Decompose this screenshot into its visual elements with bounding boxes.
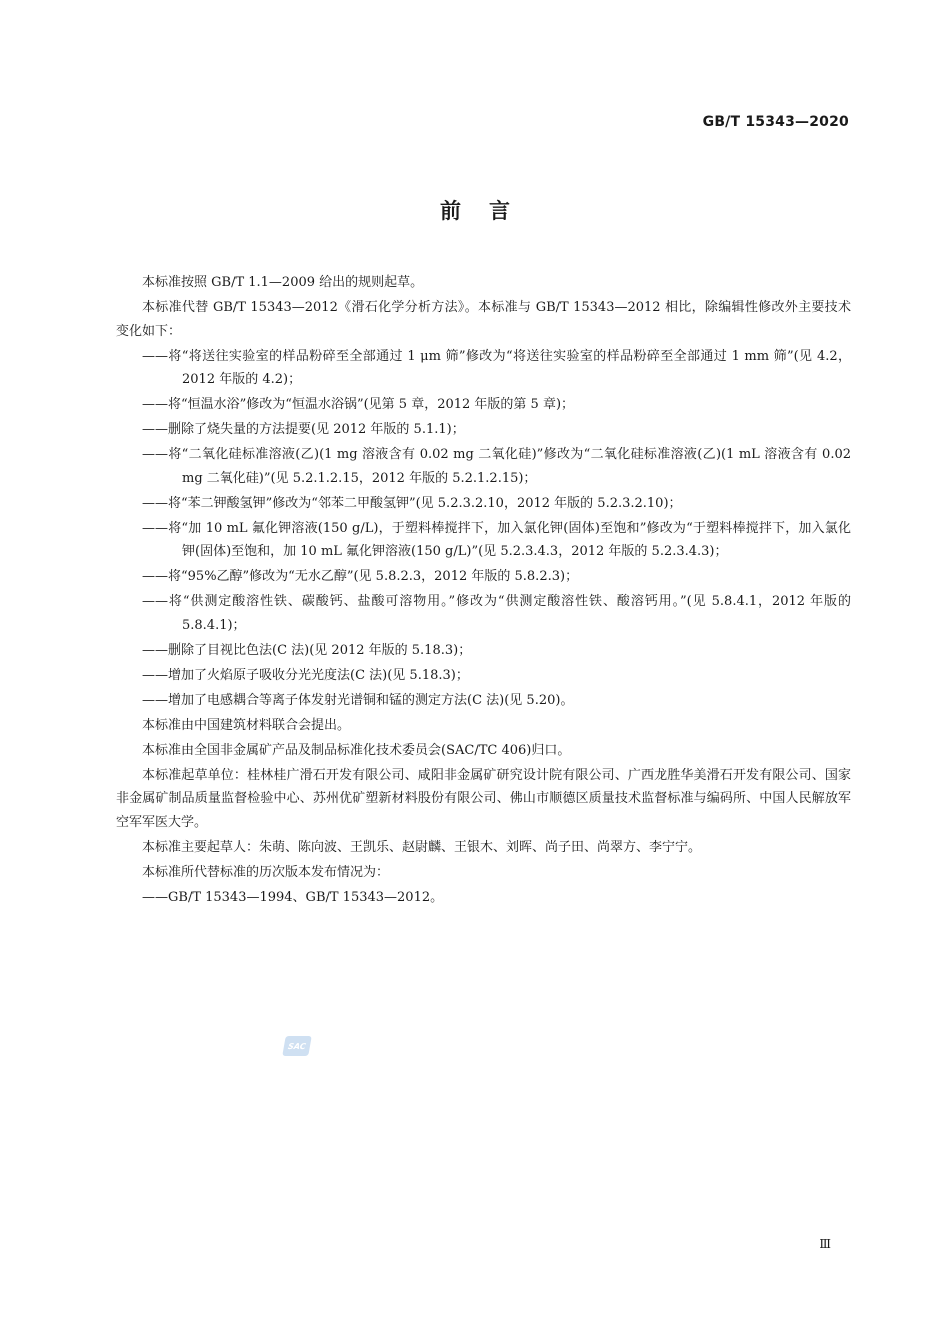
change-item: ——将“二氧化硅标准溶液(乙)(1 mg 溶液含有 0.02 mg 二氧化硅)”修改为“二氧化硅标准溶液(乙)(1 mL 溶液含有 0.02 mg 二氧化硅)”(见 5.2.1.2.15，2012 年版的 5.2.1.2.15)； — [142, 447, 851, 486]
change-item: ——增加了电感耦合等离子体发射光谱铜和锰的测定方法(C 法)(见 5.20)。 — [142, 692, 574, 708]
change-item: ——将“将送往实验室的样品粉碎至全部通过 1 μm 筛”修改为“将送往实验室的样品粉碎至全部通过 1 mm 筛”(见 4.2，2012 年版的 4.2)； — [142, 348, 851, 387]
change-item: ——将“加 10 mL 氟化钾溶液(150 g/L)，于塑料棒搅拌下，加入氯化钾(固体)至饱和”修改为“于塑料棒搅拌下，加入氯化钾(固体)至饱和，加 10 mL 氟化钾溶液(150 g/L)”(见 5.2.3.4.3，2012 年版的 5.2.3.4.3)； — [142, 520, 851, 559]
change-item: ——将“供测定酸溶性铁、碳酸钙、盐酸可溶物用。”修改为“供测定酸溶性铁、酸溶钙用。”(见 5.8.4.1，2012 年版的 5.8.4.1)； — [142, 594, 851, 633]
closing-paragraph: 本标准所代替标准的历次版本发布情况为： — [142, 864, 390, 880]
sac-watermark-logo: SAC — [282, 1036, 312, 1056]
closing-paragraph: 本标准由全国非金属矿产品及制品标准化技术委员会(SAC/TC 406)归口。 — [142, 742, 571, 758]
change-item: ——删除了烧失量的方法提要(见 2012 年版的 5.1.1)； — [142, 422, 465, 437]
intro-paragraph: 本标准按照 GB/T 1.1—2009 给出的规则起草。 — [142, 275, 424, 290]
closing-paragraph: 本标准主要起草人：朱萌、陈向波、王凯乐、赵尉麟、王银木、刘晖、尚子田、尚翠方、李宁宁。 — [142, 839, 702, 855]
standard-number: GB/T 15343—2020 — [702, 114, 849, 130]
page-number: Ⅲ — [819, 1237, 831, 1251]
intro-paragraph: 本标准代替 GB/T 15343—2012《滑石化学分析方法》。本标准与 GB/T 15343—2012 相比，除编辑性修改外主要技术变化如下： — [116, 300, 851, 339]
change-item: ——将“苯二钾酸氢钾”修改为“邻苯二甲酸氢钾”(见 5.2.3.2.10，2012 年版的 5.2.3.2.10)； — [142, 495, 682, 511]
page-title: 前言 — [440, 199, 538, 223]
document-body — [116, 271, 851, 909]
change-item: ——删除了目视比色法(C 法)(见 2012 年版的 5.18.3)； — [142, 642, 472, 658]
closing-paragraph: 本标准由中国建筑材料联合会提出。 — [142, 717, 351, 733]
closing-paragraph: 本标准起草单位：桂林桂广滑石开发有限公司、咸阳非金属矿研究设计院有限公司、广西龙胜华美滑石开发有限公司、国家非金属矿制品质量监督检验中心、苏州优矿塑新材料股份有限公司、佛山市顺德区质量技术监督标准与编码所、中国人民解放军空军军医大学。 — [116, 767, 851, 830]
change-item: ——将“95%乙醇”修改为“无水乙醇”(见 5.8.2.3，2012 年版的 5.8.2.3)； — [142, 569, 579, 584]
change-item: ——将“恒温水浴”修改为“恒温水浴锅”(见第 5 章，2012 年版的第 5 章)； — [142, 397, 575, 412]
history-item: ——GB/T 15343—1994、GB/T 15343—2012。 — [142, 889, 444, 905]
change-item: ——增加了火焰原子吸收分光光度法(C 法)(见 5.18.3)； — [142, 667, 469, 683]
